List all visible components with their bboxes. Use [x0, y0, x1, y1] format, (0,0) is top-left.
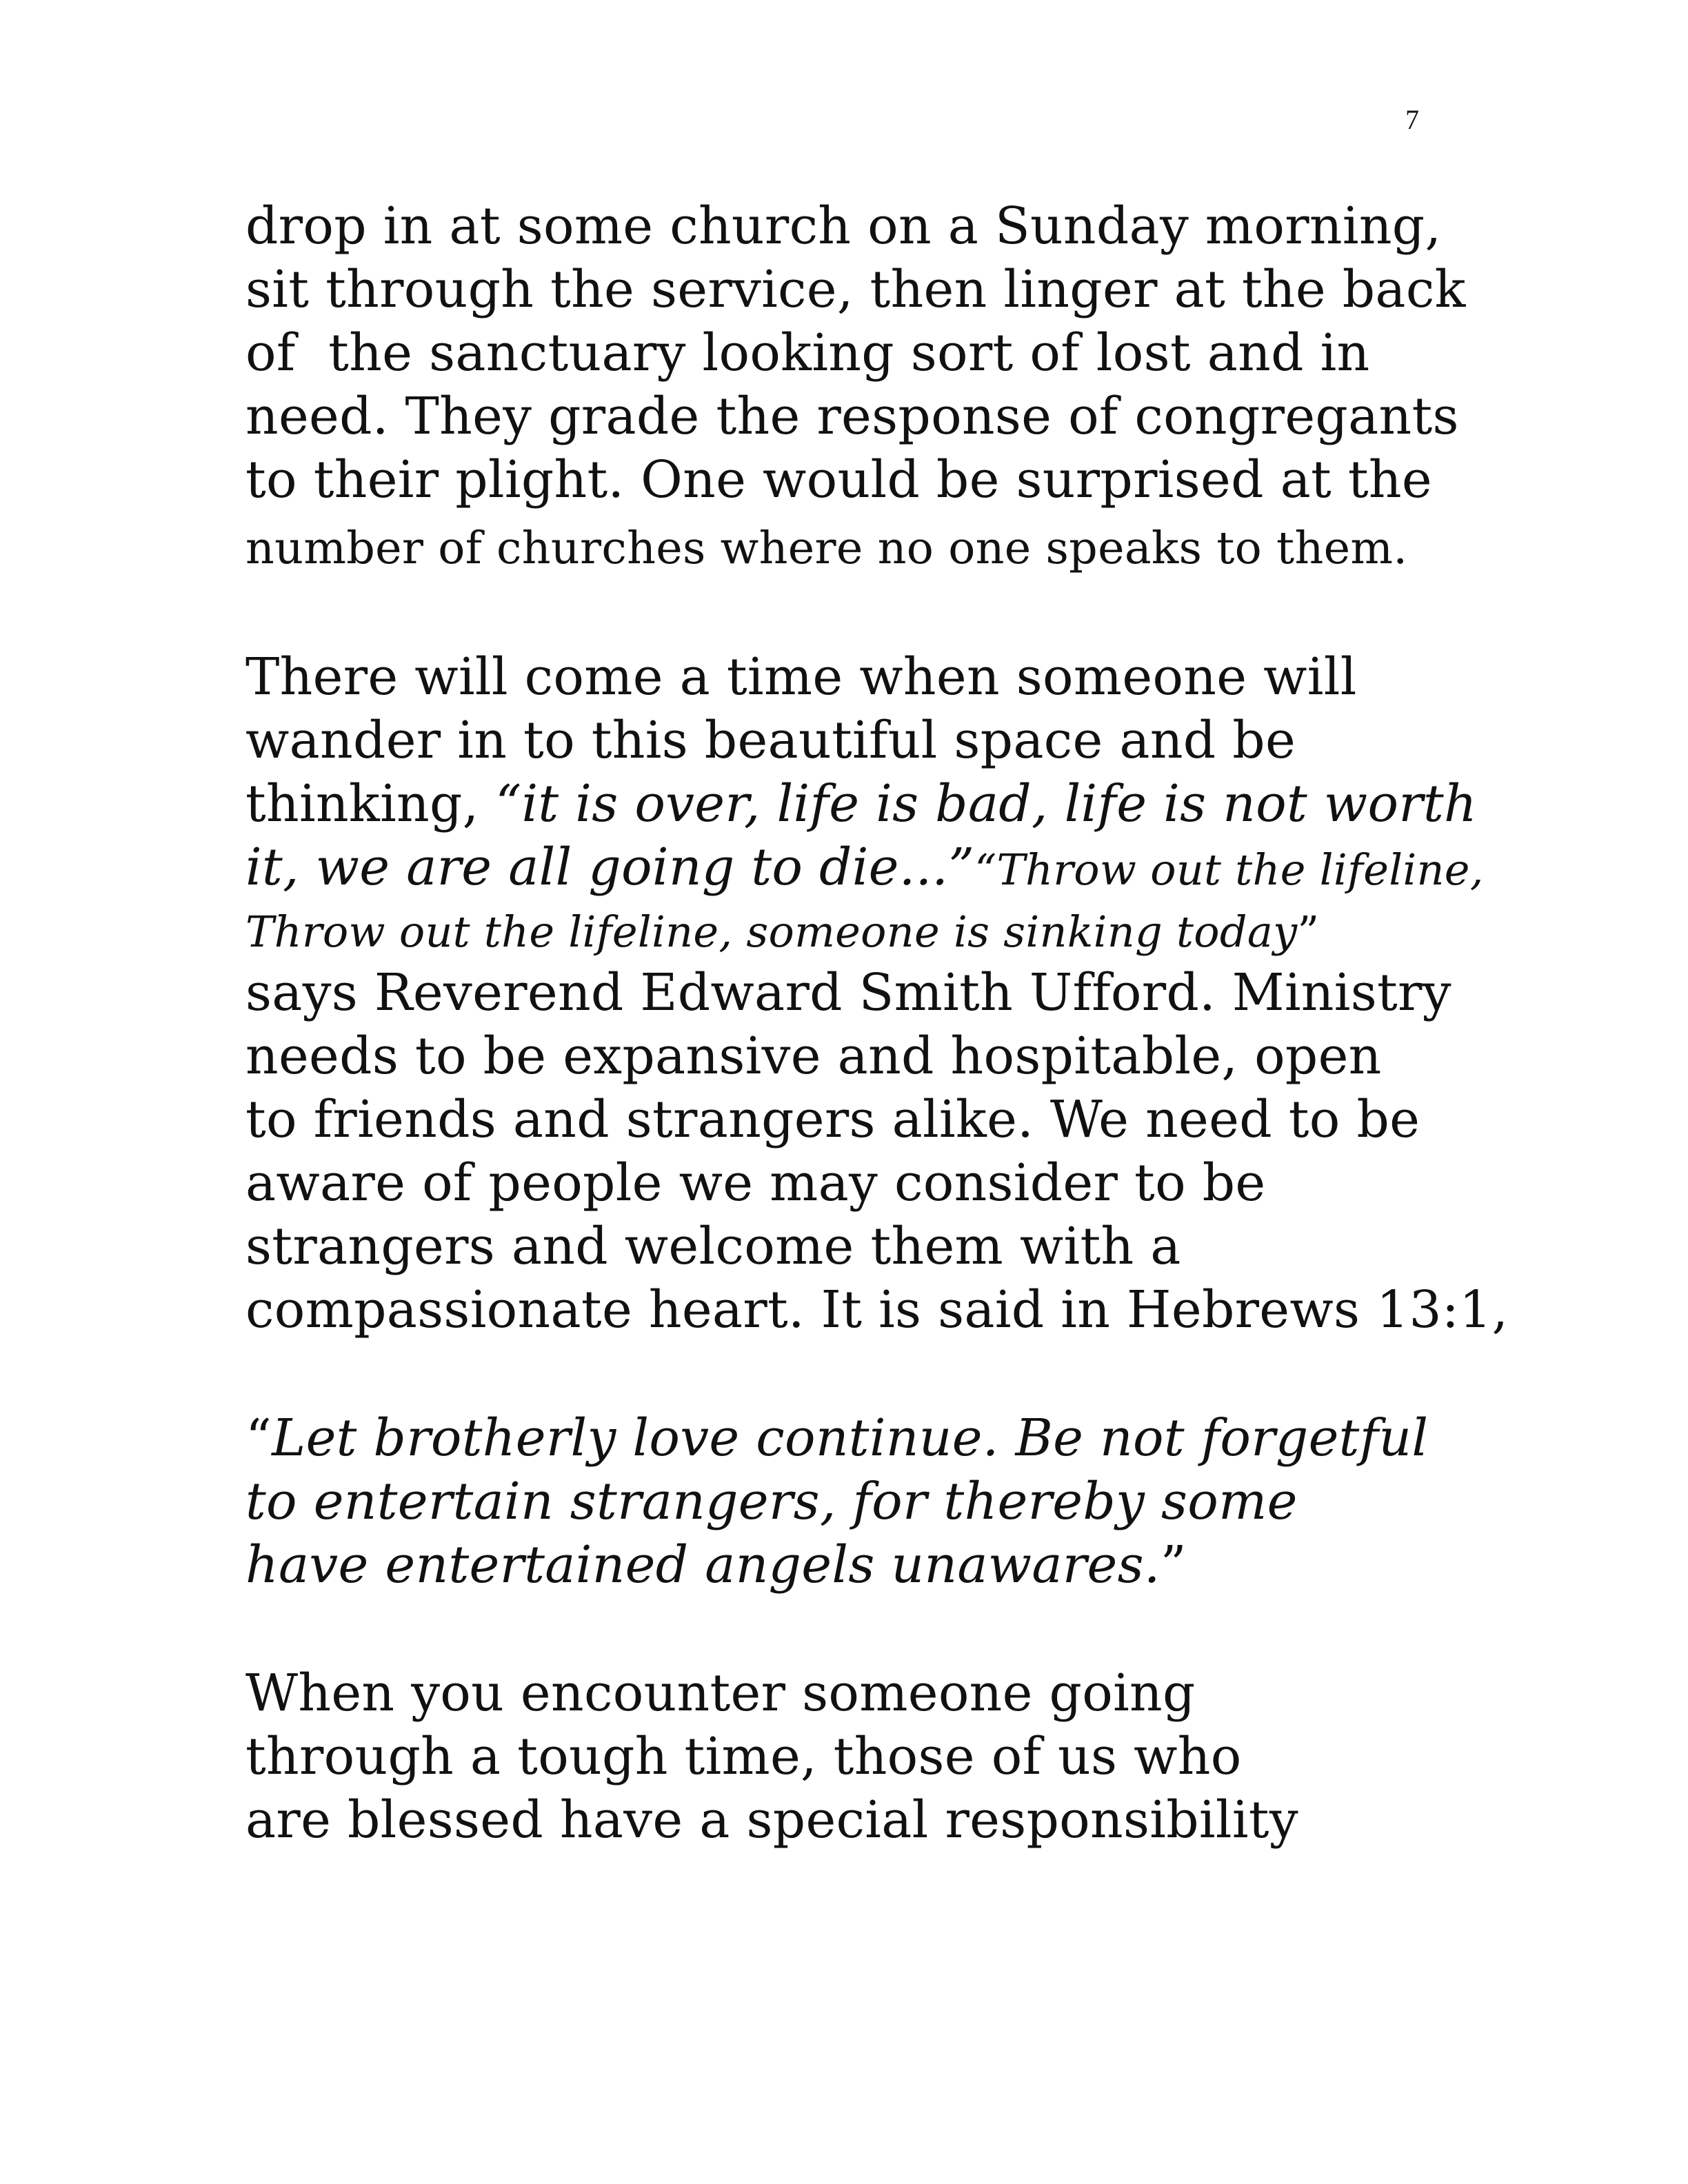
text-line: through a tough time, those of us who — [245, 1727, 1242, 1786]
text-line: to their plight. One would be surprised at the — [245, 450, 1432, 509]
text-line: to entertain strangers, for thereby some — [245, 1472, 1298, 1531]
text-line: compassionate heart. It is said in Hebrews 13:1, — [245, 1280, 1509, 1339]
text-line: aware of people we may consider to be — [245, 1153, 1266, 1213]
text-line — [245, 1406, 1428, 1470]
page-number: 7 — [1405, 104, 1419, 135]
text-line — [245, 1533, 1187, 1597]
text-line: wander in to this beautiful space and be — [245, 711, 1296, 770]
text-line: drop in at some church on a Sunday morning, — [245, 196, 1442, 256]
italic-quote: have entertained angels unawares. — [245, 1535, 1160, 1595]
text-line: are blessed have a special responsibility — [245, 1790, 1298, 1850]
italic-quote: Let brotherly love continue. Be not forgetful — [272, 1408, 1429, 1468]
text-line: When you encounter someone going — [245, 1664, 1196, 1723]
text-line — [245, 900, 1319, 964]
italic-quote: Throw out the lifeline, someone is sinking today — [245, 907, 1298, 957]
text-line: number of churches where no one speaks to them. — [245, 523, 1408, 574]
text-line: needs to be expansive and hospitable, open — [245, 1027, 1382, 1086]
italic-quote: “it is over, life is bad, life is not worth — [495, 774, 1478, 833]
text-line: of the sanctuary looking sort of lost and in — [245, 323, 1370, 383]
text-line: There will come a time when someone will — [245, 647, 1357, 707]
text-run: ” — [1160, 1535, 1187, 1595]
text-line — [245, 836, 1484, 902]
italic-quote: it, we are all going to die...” — [245, 838, 975, 897]
text-line: strangers and welcome them with a — [245, 1217, 1181, 1276]
text-line: sit through the service, then linger at the back — [245, 260, 1466, 319]
text-line: to friends and strangers alike. We need to be — [245, 1090, 1420, 1149]
text-line: says Reverend Edward Smith Ufford. Ministry — [245, 963, 1451, 1022]
text-run: ” — [1297, 907, 1320, 957]
italic-quote: “Throw out the lifeline, — [974, 845, 1484, 895]
text-run: thinking, — [245, 774, 496, 833]
text-line — [245, 772, 1477, 836]
text-line: need. They grade the response of congregants — [245, 387, 1459, 446]
text-run: “ — [245, 1408, 272, 1468]
